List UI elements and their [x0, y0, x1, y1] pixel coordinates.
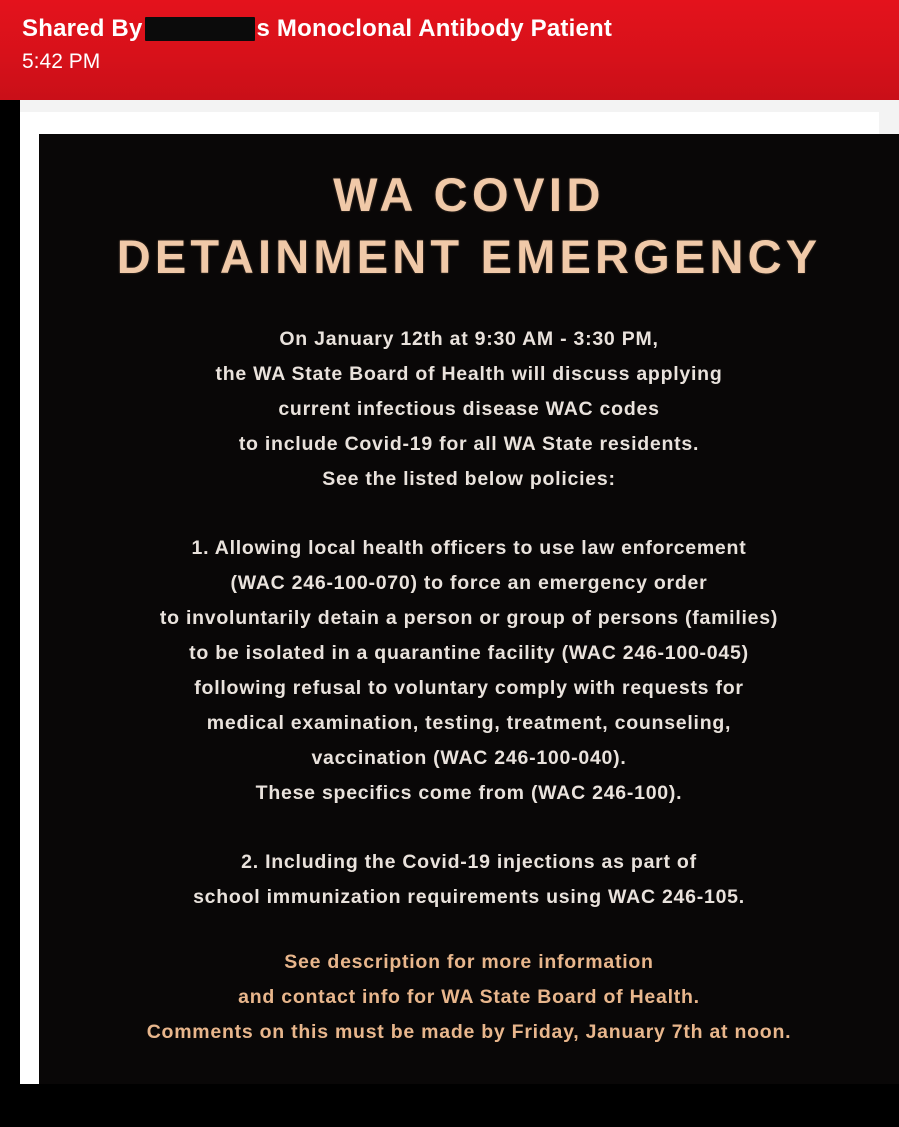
poster-title [57, 164, 881, 288]
intro-line-1: On January 12th at 9:30 AM - 3:30 PM, [279, 328, 659, 350]
poster-footer-block [57, 945, 881, 1050]
poster-image [39, 134, 899, 1084]
item-1-line-5: following refusal to voluntary comply with requests for [194, 677, 744, 699]
item-1-line-3: to involuntarily detain a person or group of persons (families) [159, 607, 779, 629]
item-1-line-4: to be isolated in a quarantine facility (WAC 246-100-045) [189, 642, 749, 664]
poster-body [57, 322, 881, 1050]
share-suffix-text: s Monoclonal Antibody Patient [256, 15, 613, 42]
footer-line-3: Comments on this must be made by Friday, January 7th at noon. [146, 1021, 792, 1043]
spacer-1 [57, 497, 881, 531]
item-2-line-2: school immunization requirements using WAC 246-105. [193, 886, 745, 908]
poster-intro-block [57, 322, 881, 497]
intro-line-4: to include Covid-19 for all WA State residents. [238, 433, 700, 455]
intro-line-2: the WA State Board of Health will discuss applying [215, 363, 723, 385]
item-2-line-1: 2. Including the Covid-19 injections as part of [241, 851, 697, 873]
item-1-line-1: 1. Allowing local health officers to use law enforcement [191, 537, 747, 559]
item-1-line-8: These specifics come from (WAC 246-100). [255, 782, 683, 804]
item-1-line-7: vaccination (WAC 246-100-040). [311, 747, 627, 769]
poster-item-1-block [57, 531, 881, 811]
share-attribution-line [22, 14, 899, 44]
footer-line-2: and contact info for WA State Board of Health. [238, 986, 700, 1008]
footer-line-1: See description for more information [284, 951, 654, 973]
intro-line-3: current infectious disease WAC codes [278, 398, 660, 420]
left-edge-strip [0, 100, 20, 1100]
intro-line-5: See the listed below policies: [322, 468, 616, 490]
poster-item-2-block [57, 845, 881, 915]
redacted-name-bar [145, 17, 255, 41]
bottom-bar [0, 1084, 899, 1127]
item-1-line-2: (WAC 246-100-070) to force an emergency order [230, 572, 708, 594]
share-banner [0, 0, 899, 100]
spacer-3 [57, 915, 881, 945]
poster-title-line-2: DETAINMENT EMERGENCY [116, 230, 822, 283]
share-prefix-text: Shared By [22, 15, 143, 42]
spacer-2 [57, 811, 881, 845]
item-1-line-6: medical examination, testing, treatment, counseling, [206, 712, 732, 734]
poster-title-line-1: WA COVID [333, 168, 605, 221]
share-timestamp: 5:42 PM [22, 50, 101, 73]
